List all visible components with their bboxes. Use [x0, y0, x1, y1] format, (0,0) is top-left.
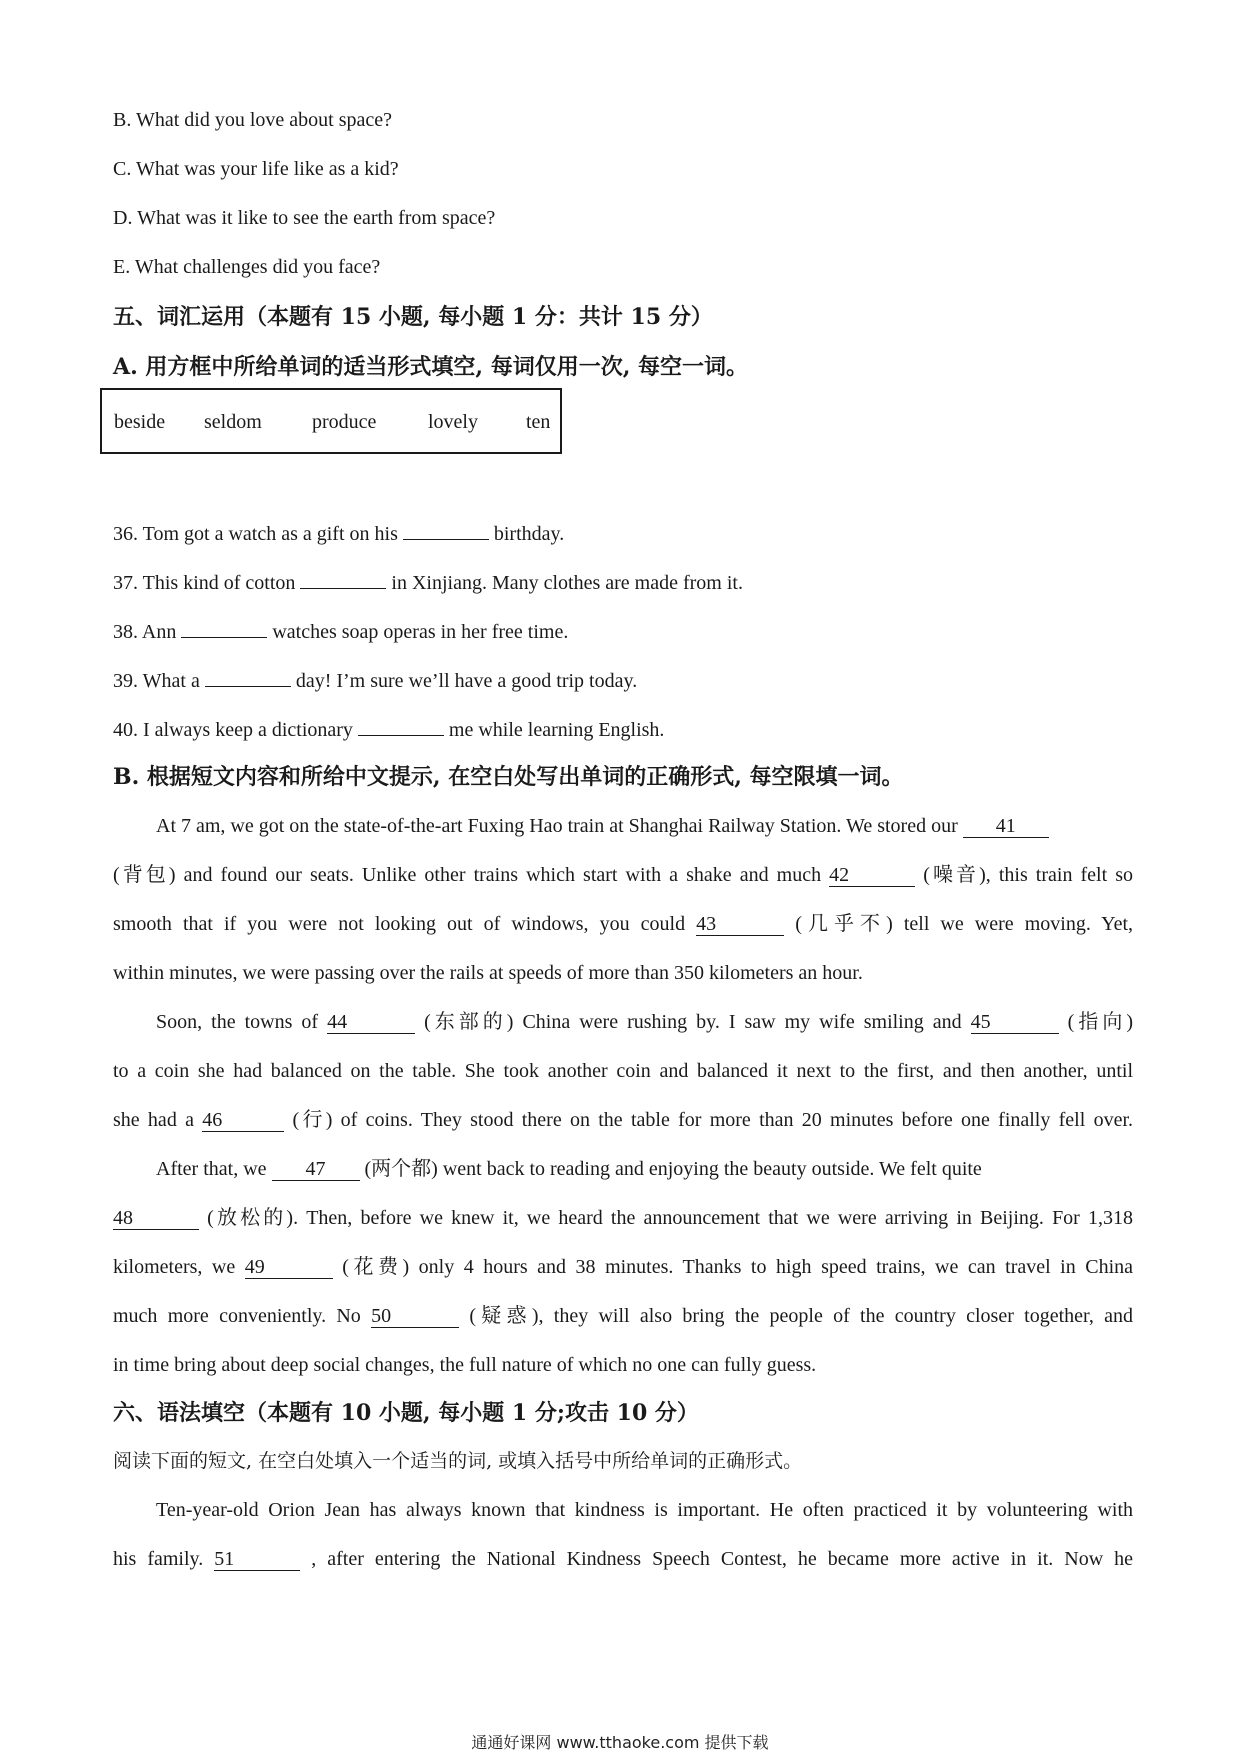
passage-line: smooth that if you were not looking out of windows, you could 43 (几乎不) tell we were moving. Yet,: [113, 913, 1134, 935]
question-40: 40. I always keep a dictionary me while learning English.: [113, 713, 1133, 744]
passage-line: Ten-year-old Orion Jean has always known that kindness is important. He often practiced it by volunteering with: [156, 1499, 1133, 1521]
answer-blank[interactable]: 50: [371, 1305, 459, 1328]
answer-blank[interactable]: 51: [214, 1548, 300, 1571]
word-box-item: produce: [312, 411, 377, 433]
question-39: 39. What a day! I’m sure we’ll have a good trip today.: [113, 664, 1133, 695]
word-box-item: seldom: [204, 411, 262, 433]
answer-blank[interactable]: 41: [963, 815, 1049, 838]
answer-blank[interactable]: 45: [971, 1011, 1059, 1034]
section5-title: 五、词汇运用（本题有 15 小题, 每小题 1 分：共计 15 分）: [113, 304, 713, 330]
answer-blank[interactable]: 44: [327, 1011, 415, 1034]
passage-line: she had a 46 (行) of coins. They stood there on the table for more than 20 minutes before one finally fell over.: [113, 1109, 1133, 1131]
passage-line: After that, we 47 (两个都) went back to reading and enjoying the beauty outside. We felt quite: [156, 1158, 982, 1180]
question-36: 36. Tom got a watch as a gift on his birthday.: [113, 517, 1133, 548]
option-d: D. What was it like to see the earth from space?: [113, 207, 496, 229]
answer-blank[interactable]: [358, 713, 444, 736]
answer-blank[interactable]: 42: [829, 864, 915, 887]
answer-blank[interactable]: 49: [245, 1256, 333, 1279]
answer-blank[interactable]: 48: [113, 1207, 199, 1230]
answer-blank[interactable]: [205, 664, 291, 687]
passage-line: (背包) and found our seats. Unlike other trains which start with a shake and much 42 (噪音), this train felt so: [113, 864, 1134, 886]
option-c: C. What was your life like as a kid?: [113, 158, 399, 180]
section6-instruction: 阅读下面的短文, 在空白处填入一个适当的词, 或填入括号中所给单词的正确形式。: [113, 1450, 803, 1472]
passage-line: to a coin she had balanced on the table. She took another coin and balanced it next to the first, and then another, until: [113, 1060, 1133, 1082]
word-box: [100, 388, 562, 454]
answer-blank[interactable]: 47: [272, 1158, 360, 1181]
word-box-item: lovely: [428, 411, 478, 433]
section5-part-b-instruction: B. 根据短文内容和所给中文提示, 在空白处写出单词的正确形式, 每空限填一词。: [113, 764, 904, 790]
passage-line: his family. 51 , after entering the National Kindness Speech Contest, he became more active in it. Now he: [113, 1548, 1134, 1570]
passage-line: 48 (放松的). Then, before we knew it, we heard the announcement that we were arriving in Beijing. For 1,318: [113, 1207, 1133, 1229]
section6-title: 六、语法填空（本题有 10 小题, 每小题 1 分;攻击 10 分）: [113, 1400, 699, 1426]
option-e: E. What challenges did you face?: [113, 256, 381, 278]
answer-blank[interactable]: [300, 566, 386, 589]
word-box-item: beside: [114, 411, 166, 433]
question-37: 37. This kind of cotton in Xinjiang. Many clothes are made from it.: [113, 566, 1133, 597]
passage-line: much more conveniently. No 50 (疑惑), they will also bring the people of the country closer together, and: [113, 1305, 1134, 1327]
word-box-item: ten: [526, 411, 551, 433]
question-38: 38. Ann watches soap operas in her free time.: [113, 615, 1133, 646]
answer-blank[interactable]: [181, 615, 267, 638]
passage-line: At 7 am, we got on the state-of-the-art Fuxing Hao train at Shanghai Railway Station. We stored our 41: [156, 812, 1133, 840]
passage-line: within minutes, we were passing over the rails at speeds of more than 350 kilometers an hour.: [113, 962, 863, 984]
section5-part-a-instruction: A. 用方框中所给单词的适当形式填空, 每词仅用一次, 每空一词。: [113, 354, 749, 380]
answer-blank[interactable]: 43: [696, 913, 784, 936]
page-footer: 通通好课网 www.tthaoke.com 提供下载: [471, 1733, 769, 1752]
passage-line: in time bring about deep social changes, the full nature of which no one can fully guess.: [113, 1354, 817, 1376]
option-b: B. What did you love about space?: [113, 109, 393, 131]
passage-line: kilometers, we 49 (花费) only 4 hours and 38 minutes. Thanks to high speed trains, we can travel in China: [113, 1256, 1134, 1278]
passage-line: Soon, the towns of 44 (东部的) China were rushing by. I saw my wife smiling and 45 (指向): [156, 1011, 1134, 1033]
answer-blank[interactable]: 46: [202, 1109, 284, 1132]
answer-blank[interactable]: [403, 517, 489, 540]
